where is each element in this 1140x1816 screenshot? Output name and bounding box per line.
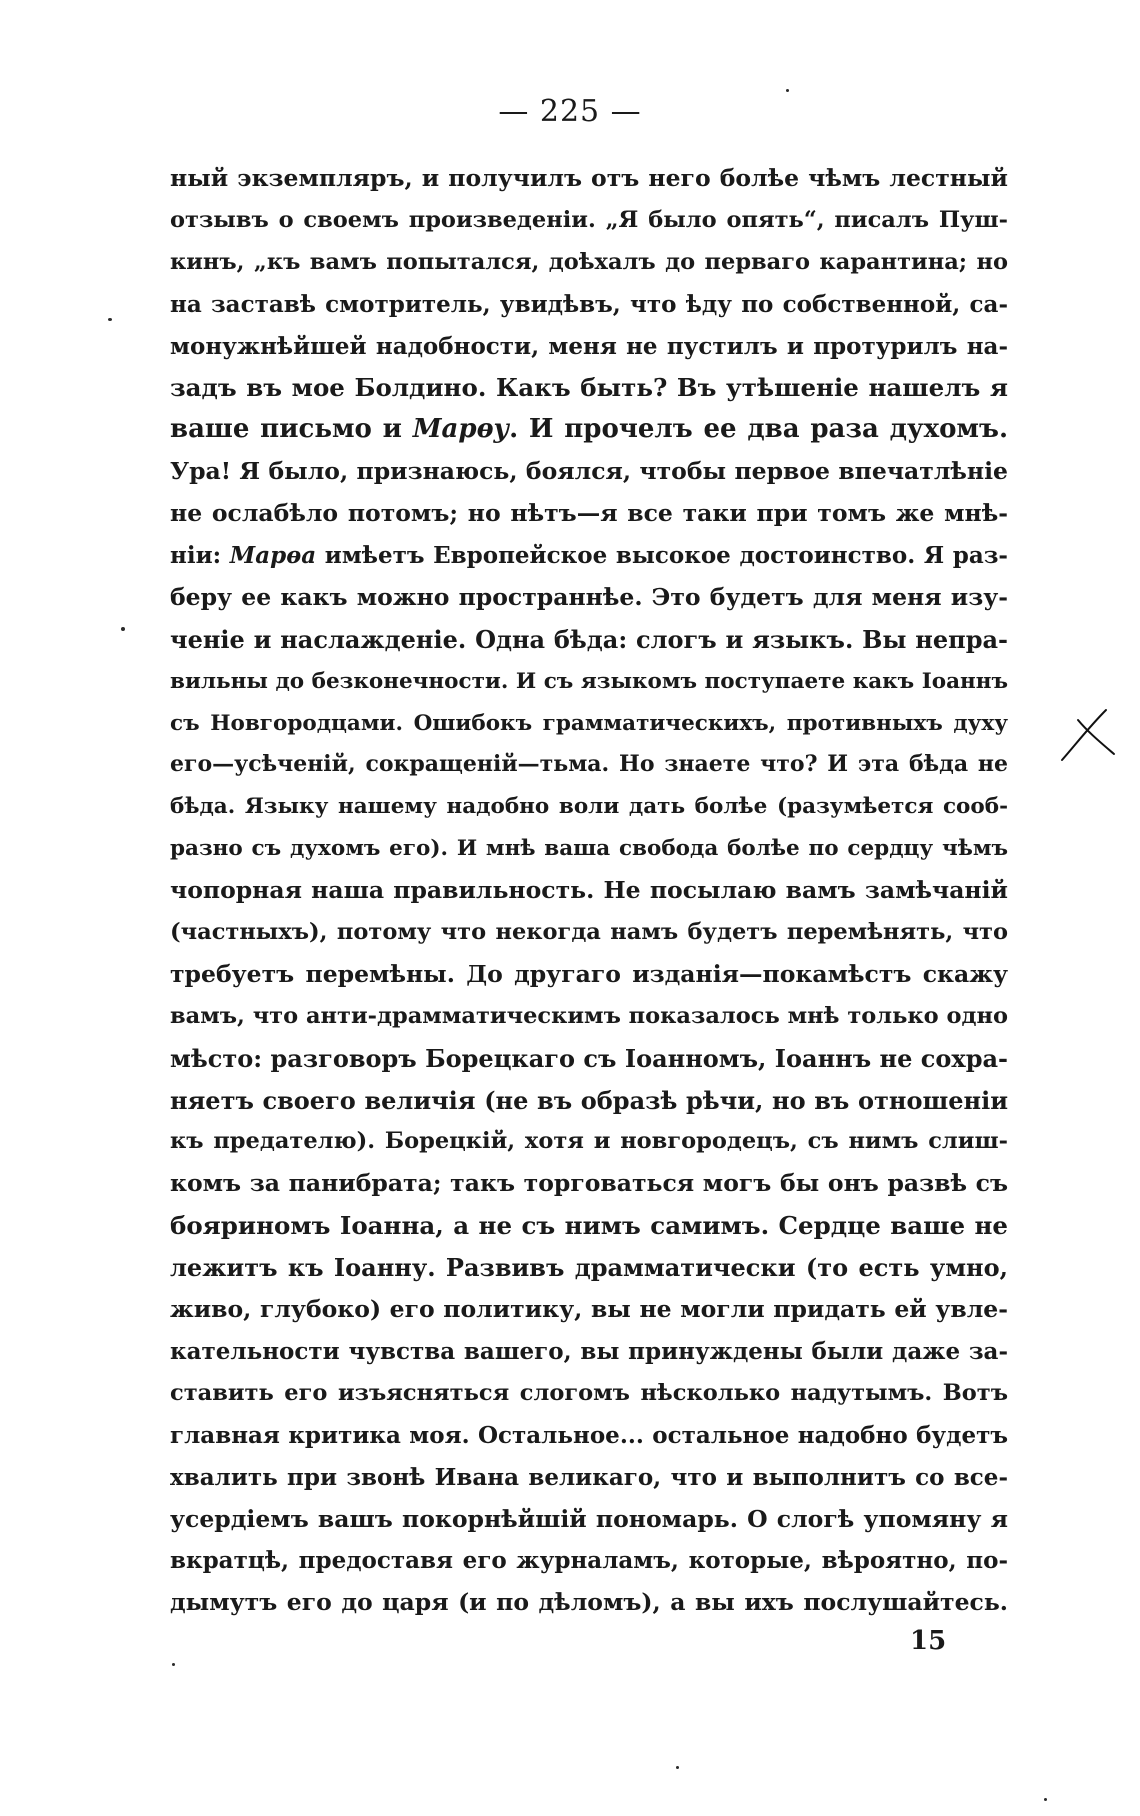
ink-speck bbox=[676, 1766, 679, 1769]
ink-speck bbox=[172, 1663, 175, 1666]
text-line: живо, глубоко) его политику, вы не могли придать ей увле- bbox=[170, 1295, 1008, 1324]
text-line: беру ее какъ можно пространнѣе. Это будетъ для меня изу- bbox=[170, 582, 1008, 611]
text-line: бѣда. Языку нашему надобно воли дать болѣе (разумѣется сооб- bbox=[170, 794, 1008, 820]
text-line: кинъ, „къ вамъ попытался, доѣхалъ до перваго карантина; но bbox=[170, 248, 1008, 275]
text-line: хвалить при звонѣ Ивана великаго, что и выполнитъ со все- bbox=[170, 1463, 1008, 1491]
text-line: чопорная наша правильность. Не посылаю вамъ замѣчаній bbox=[170, 876, 1008, 905]
text-line: отзывъ о своемъ произведеніи. „Я было опять“, писалъ Пуш- bbox=[170, 206, 1008, 233]
text-line: ный экземпляръ, и получилъ отъ него болѣе чѣмъ лестный bbox=[170, 164, 1008, 192]
margin-x-mark-icon bbox=[1056, 708, 1118, 764]
italic-title: Марѳу bbox=[412, 414, 510, 445]
text-line: лежитъ къ Іоанну. Развивъ драмматически (то есть умно, bbox=[170, 1253, 1008, 1283]
text-line bbox=[170, 409, 1008, 451]
text-line: (частныхъ), потому что некогда намъ будетъ перемѣнять, что bbox=[170, 919, 1008, 946]
text-line: комъ за панибрата; такъ торговаться могъ бы онъ развѣ съ bbox=[170, 1169, 1008, 1198]
text-line: задъ въ мое Болдино. Какъ быть? Въ утѣшеніе нашелъ я bbox=[170, 373, 1008, 403]
text-line: ставить его изъясняться слогомъ нѣсколько надутымъ. Вотъ bbox=[170, 1379, 1008, 1406]
text-line: Ура! Я было, признаюсь, боялся, чтобы первое впечатлѣніе bbox=[170, 457, 1008, 486]
text-line: няетъ своего величія (не въ образѣ рѣчи, но въ отношеніи bbox=[170, 1085, 1008, 1115]
text-line: требуетъ перемѣны. До другаго изданія—покамѣстъ скажу bbox=[170, 959, 1008, 988]
text-line bbox=[170, 535, 1008, 577]
text-line: дымутъ его до царя (и по дѣломъ), а вы ихъ послушайтесь. bbox=[170, 1588, 1008, 1617]
text-segment: ніи: bbox=[170, 542, 230, 570]
page-number: — 225 — bbox=[498, 94, 642, 129]
text-line: разно съ духомъ его). И мнѣ ваша свобода болѣе по сердцу чѣмъ bbox=[170, 836, 1008, 862]
text-line: главная критика моя. Остальное... остальное надобно будетъ bbox=[170, 1421, 1008, 1449]
text-line: его—усѣченій, сокращеній—тьма. Но знаете что? И эта бѣда не bbox=[170, 751, 1008, 778]
italic-title: Марѳа bbox=[229, 542, 317, 570]
ink-speck bbox=[108, 318, 112, 321]
body-text bbox=[170, 158, 1008, 1624]
text-line: вамъ, что анти-драмматическимъ показалось мнѣ только одно bbox=[170, 1002, 1008, 1029]
text-line: къ предателю). Борецкій, хотя и новгородецъ, съ нимъ слиш- bbox=[170, 1128, 1008, 1155]
text-line: вкратцѣ, предоставя его журналамъ, которые, вѣроятно, по- bbox=[170, 1547, 1008, 1575]
text-line: на заставѣ смотритель, увидѣвъ, что ѣду по собственной, са- bbox=[170, 290, 1008, 318]
text-line: усердіемъ вашъ покорнѣйшій пономарь. О слогѣ упомяну я bbox=[170, 1504, 1008, 1533]
text-segment: ваше письмо и bbox=[170, 414, 413, 445]
ink-speck bbox=[121, 627, 125, 631]
text-line: съ Новгородцами. Ошибокъ грамматическихъ, противныхъ духу bbox=[170, 710, 1008, 736]
text-line: монужнѣйшей надобности, меня не пустилъ и протурилъ на- bbox=[170, 332, 1008, 360]
text-line: не ослабѣло потомъ; но нѣтъ—я все таки при томъ же мнѣ- bbox=[170, 499, 1008, 528]
ink-speck bbox=[786, 89, 789, 92]
text-line: вильны до безконечности. И съ языкомъ поступаете какъ Іоаннъ bbox=[170, 668, 1008, 694]
signature-mark: 15 bbox=[910, 1626, 947, 1656]
text-line: кательности чувства вашего, вы принуждены были даже за- bbox=[170, 1337, 1008, 1365]
text-line: бояриномъ Іоанна, а не съ нимъ самимъ. Сердце ваше не bbox=[170, 1211, 1008, 1241]
ink-speck bbox=[1044, 1798, 1047, 1801]
text-segment: имѣетъ Европейское высокое достоинство. Я раз- bbox=[316, 542, 1008, 570]
text-segment: . И прочелъ ее два раза духомъ. bbox=[509, 414, 1008, 445]
text-line: ченіе и наслажденіе. Одна бѣда: слогъ и языкъ. Вы непра- bbox=[170, 624, 1008, 654]
text-line: мѣсто: разговоръ Борецкаго съ Іоанномъ, Іоаннъ не сохра- bbox=[170, 1043, 1008, 1073]
